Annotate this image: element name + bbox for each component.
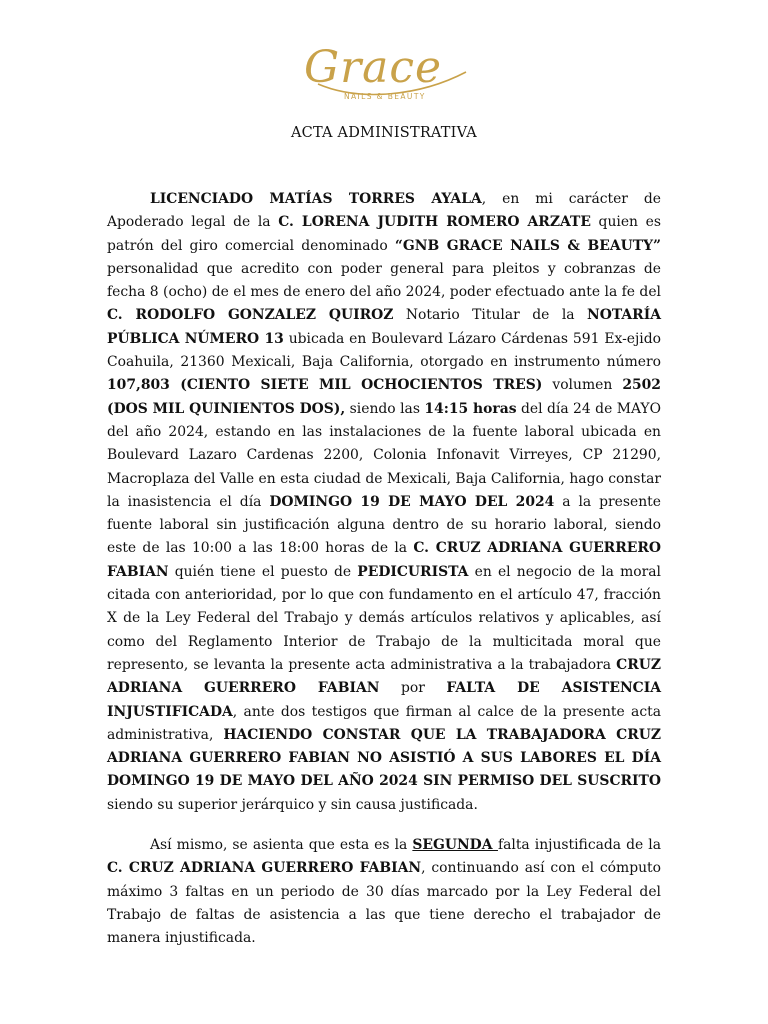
paragraph1-run: LICENCIADO MATÍAS TORRES AYALA xyxy=(150,191,482,207)
paragraph2-run: SEGUNDA xyxy=(412,837,498,853)
paragraph1-run: C. RODOLFO GONZALEZ QUIROZ xyxy=(107,307,394,324)
logo-tagline: NAILS & BEAUTY xyxy=(344,92,426,101)
paragraph1-run: , ante dos testigos que firman al calce de la presente acta administrativa, xyxy=(107,703,661,743)
paragraph1-run: C. LORENA JUDITH ROMERO ARZATE xyxy=(278,214,591,231)
paragraph1-run: NOTARÍA PÚBLICA NÚMERO 13 xyxy=(107,307,661,347)
paragraph1-run: 2502 (DOS MIL QUINIENTOS DOS), xyxy=(107,377,661,417)
paragraph1-run: quién tiene el puesto de xyxy=(168,563,358,580)
paragraph1-run: por xyxy=(379,680,447,697)
paragraph1-run: FALTA DE ASISTENCIA INJUSTIFICADA xyxy=(107,680,661,720)
paragraph-main xyxy=(107,188,661,817)
paragraph1-run: siendo su superior jerárquico y sin causa justificada. xyxy=(107,796,478,813)
paragraph1-run: volumen xyxy=(542,377,623,394)
document-title: ACTA ADMINISTRATIVA xyxy=(291,125,477,141)
paragraph1-run: CRUZ ADRIANA GUERRERO FABIAN xyxy=(107,656,661,697)
paragraph1-run: “GNB GRACE NAILS & BEAUTY” xyxy=(394,237,661,254)
paragraph1-run: DOMINGO 19 DE MAYO DEL 2024 xyxy=(269,493,555,510)
paragraph1-run: 107,803 (CIENTO SIETE MIL OCHOCIENTOS TRES) xyxy=(107,377,543,394)
paragraph1-run: C. CRUZ ADRIANA GUERRERO FABIAN xyxy=(107,540,661,580)
paragraph1-run: personalidad que acredito con poder general para pleitos y cobranzas de fecha 8 (ocho) de el mes de enero del año 2024, poder efectuado ante la fe del xyxy=(107,260,661,301)
paragraph2-run: falta injustificada de la xyxy=(497,837,662,853)
paragraph1-run: siendo las xyxy=(345,400,425,417)
paragraph1-run: Notario Titular de la xyxy=(393,307,588,324)
paragraph1-run: del día 24 de MAYO del año 2024, estando en las instalaciones de la fuente laboral ubicada en Boulevard Lazaro Cardenas 2200, Colonia Infonavit Virreyes, CP 21290, Macroplaza del Valle en esta ciudad de Mexicali, Baja California, hago constar la inasistencia el día xyxy=(107,400,661,510)
paragraph1-run: 14:15 horas xyxy=(424,400,517,417)
paragraph1-run: en el negocio de la moral citada con anterioridad, por lo que con fundamento en el artículo 47, fracción X de la Ley Federal del Trabajo y demás artículos relativos y aplicables, así como del Reglamento Interior de Trabajo de la multicitada moral que represento, se levanta la presente acta administrativa a la trabajadora xyxy=(107,563,661,673)
paragraph1-run: , en mi carácter de Apoderado legal de la xyxy=(107,191,661,231)
paragraph1-run: PEDICURISTA xyxy=(357,563,469,580)
paragraph1-run: ubicada en Boulevard Lázaro Cárdenas 591 Ex-ejido Coahuila, 21360 Mexicali, Baja California, otorgado en instrumento número xyxy=(107,330,661,371)
paragraph2-run: C. CRUZ ADRIANA GUERRERO FABIAN xyxy=(107,860,422,877)
paragraph2-run: , continuando así con el cómputo máximo 3 faltas en un periodo de 30 días marcado por la Ley Federal del Trabajo de faltas de asistencia a las que tiene derecho el trabajador de manera injustificada. xyxy=(107,860,661,947)
paragraph-second xyxy=(107,834,661,950)
grace-logo xyxy=(300,42,470,110)
logo-wordmark: Grace xyxy=(304,42,443,93)
paragraph1-run: HACIENDO CONSTAR QUE LA TRABAJADORA CRUZ ADRIANA GUERRERO FABIAN NO ASISTIÓ A SUS LABORES EL DÍA DOMINGO 19 DE MAYO DEL AÑO 2024 SIN PERMISO DEL SUSCRITO xyxy=(107,726,661,790)
paragraph1-run: a la presente fuente laboral sin justificación alguna dentro de su horario laboral, siendo este de las 10:00 a las 18:00 horas de la xyxy=(107,493,661,557)
paragraph2-run: Así mismo, se asienta que esta es la xyxy=(150,837,413,853)
paragraph1-run: quien es patrón del giro comercial denominado xyxy=(107,214,661,254)
